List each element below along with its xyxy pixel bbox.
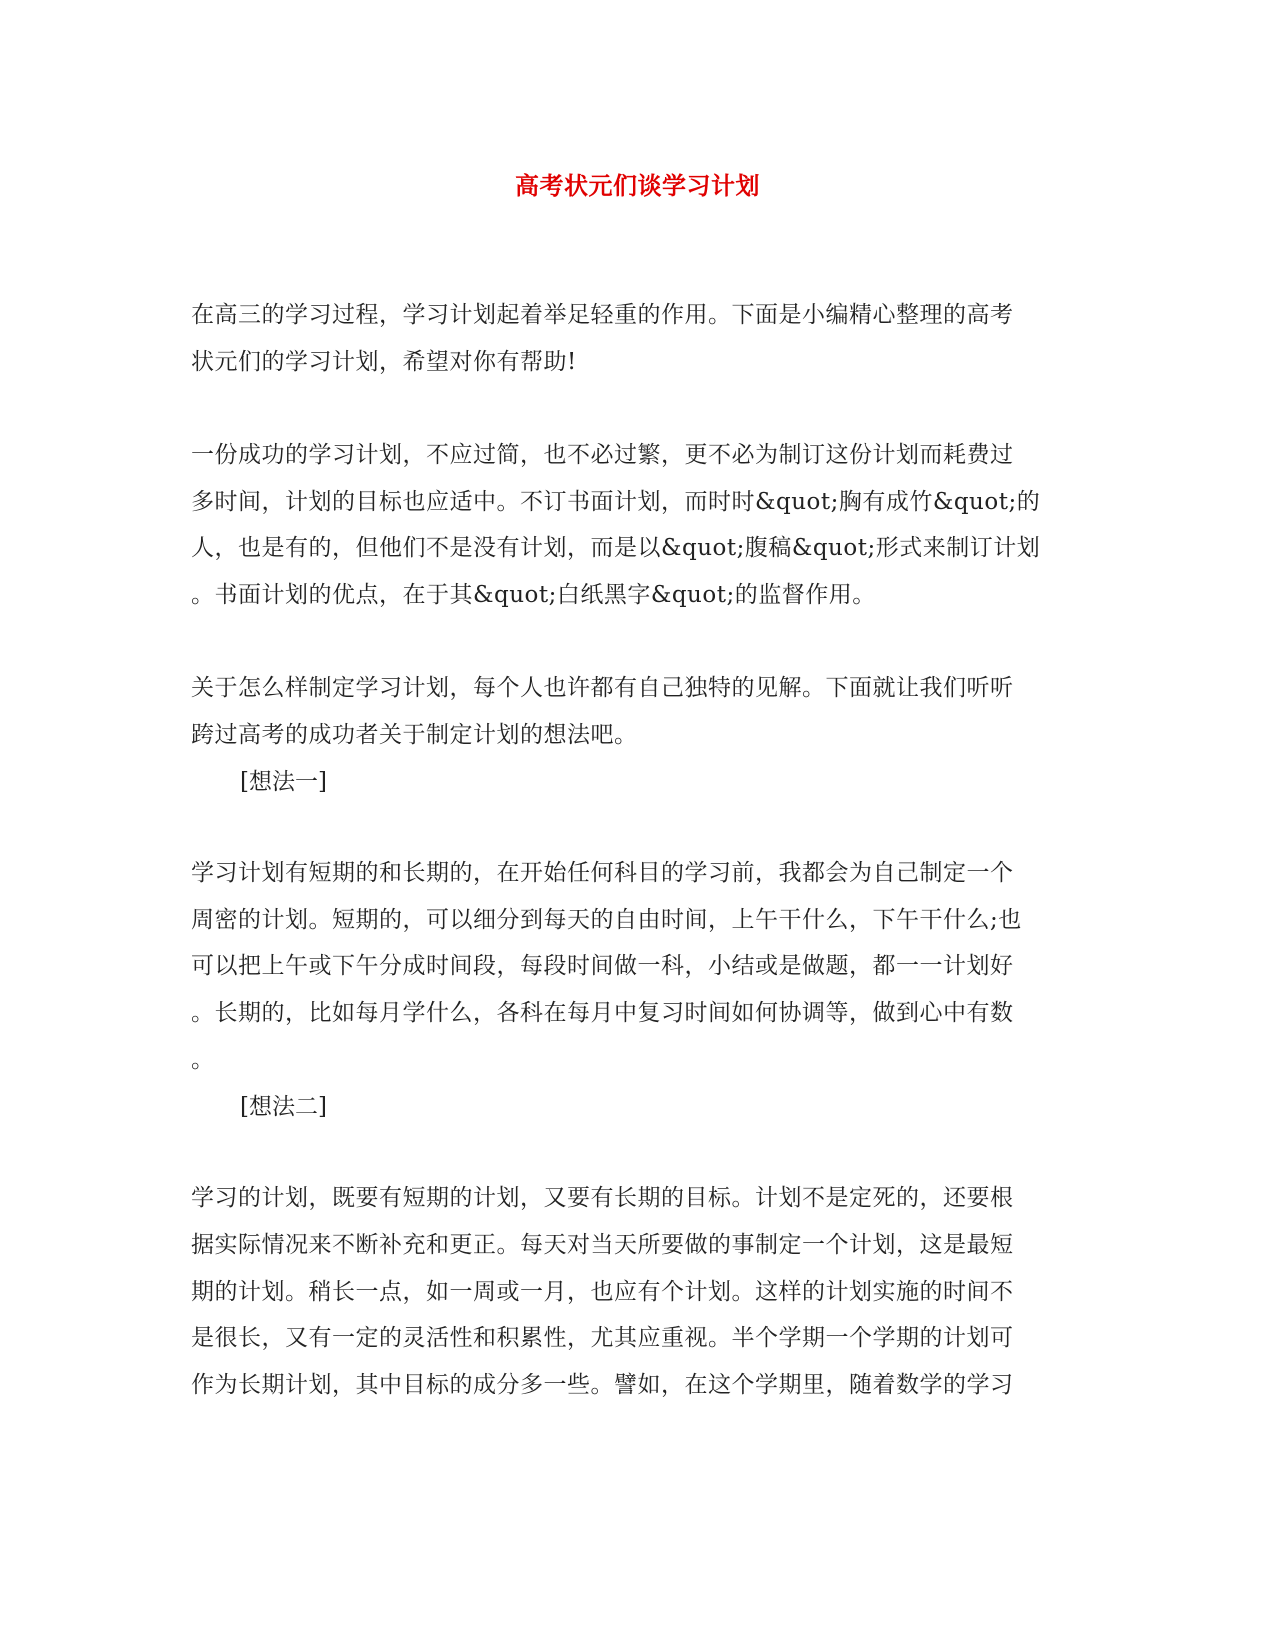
para5-line-2: 据实际情况来不断补充和更正。每天对当天所要做的事制定一个计划，这是最短 [191, 1232, 1014, 1258]
para4-line-4: 。长期的，比如每月学什么，各科在每月中复习时间如何协调等，做到心中有数 [191, 1000, 1014, 1026]
heading-idea-one: [想法一] [240, 769, 327, 795]
document-title: 高考状元们谈学习计划 [515, 171, 760, 200]
para4-line-1: 学习计划有短期的和长期的，在开始任何科目的学习前，我都会为自己制定一个 [191, 860, 1014, 886]
para5-line-4: 是很长，又有一定的灵活性和积累性，尤其应重视。半个学期一个学期的计划可 [191, 1325, 1014, 1351]
para3-line-2: 跨过高考的成功者关于制定计划的想法吧。 [191, 722, 638, 748]
para3-line-1: 关于怎么样制定学习计划，每个人也许都有自己独特的见解。下面就让我们听听 [191, 675, 1014, 701]
para4-line-5: 。 [191, 1047, 215, 1073]
para4-line-2: 周密的计划。短期的，可以细分到每天的自由时间，上午干什么，下午干什么;也 [191, 907, 1022, 933]
para5-line-5: 作为长期计划，其中目标的成分多一些。譬如，在这个学期里，随着数学的学习 [191, 1372, 1014, 1398]
para5-line-3: 期的计划。稍长一点，如一周或一月，也应有个计划。这样的计划实施的时间不 [191, 1279, 1014, 1305]
para2-line-4: 。书面计划的优点，在于其&quot;白纸黑字&quot;的监督作用。 [191, 582, 876, 608]
para2-line-3: 人，也是有的，但他们不是没有计划，而是以&quot;腹稿&quot;形式来制订计划 [191, 535, 1041, 561]
para4-line-3: 可以把上午或下午分成时间段，每段时间做一科，小结或是做题，都一一计划好 [191, 953, 1014, 979]
heading-idea-two: [想法二] [240, 1094, 327, 1120]
para1-line-2: 状元们的学习计划，希望对你有帮助! [191, 349, 577, 375]
para1-line-1: 在高三的学习过程，学习计划起着举足轻重的作用。下面是小编精心整理的高考 [191, 302, 1014, 328]
para2-line-2: 多时间，计划的目标也应适中。不订书面计划，而时时&quot;胸有成竹&quot;的 [191, 489, 1041, 515]
para2-line-1: 一份成功的学习计划，不应过简，也不必过繁，更不必为制订这份计划而耗费过 [191, 442, 1014, 468]
para5-line-1: 学习的计划，既要有短期的计划，又要有长期的目标。计划不是定死的，还要根 [191, 1185, 1014, 1211]
